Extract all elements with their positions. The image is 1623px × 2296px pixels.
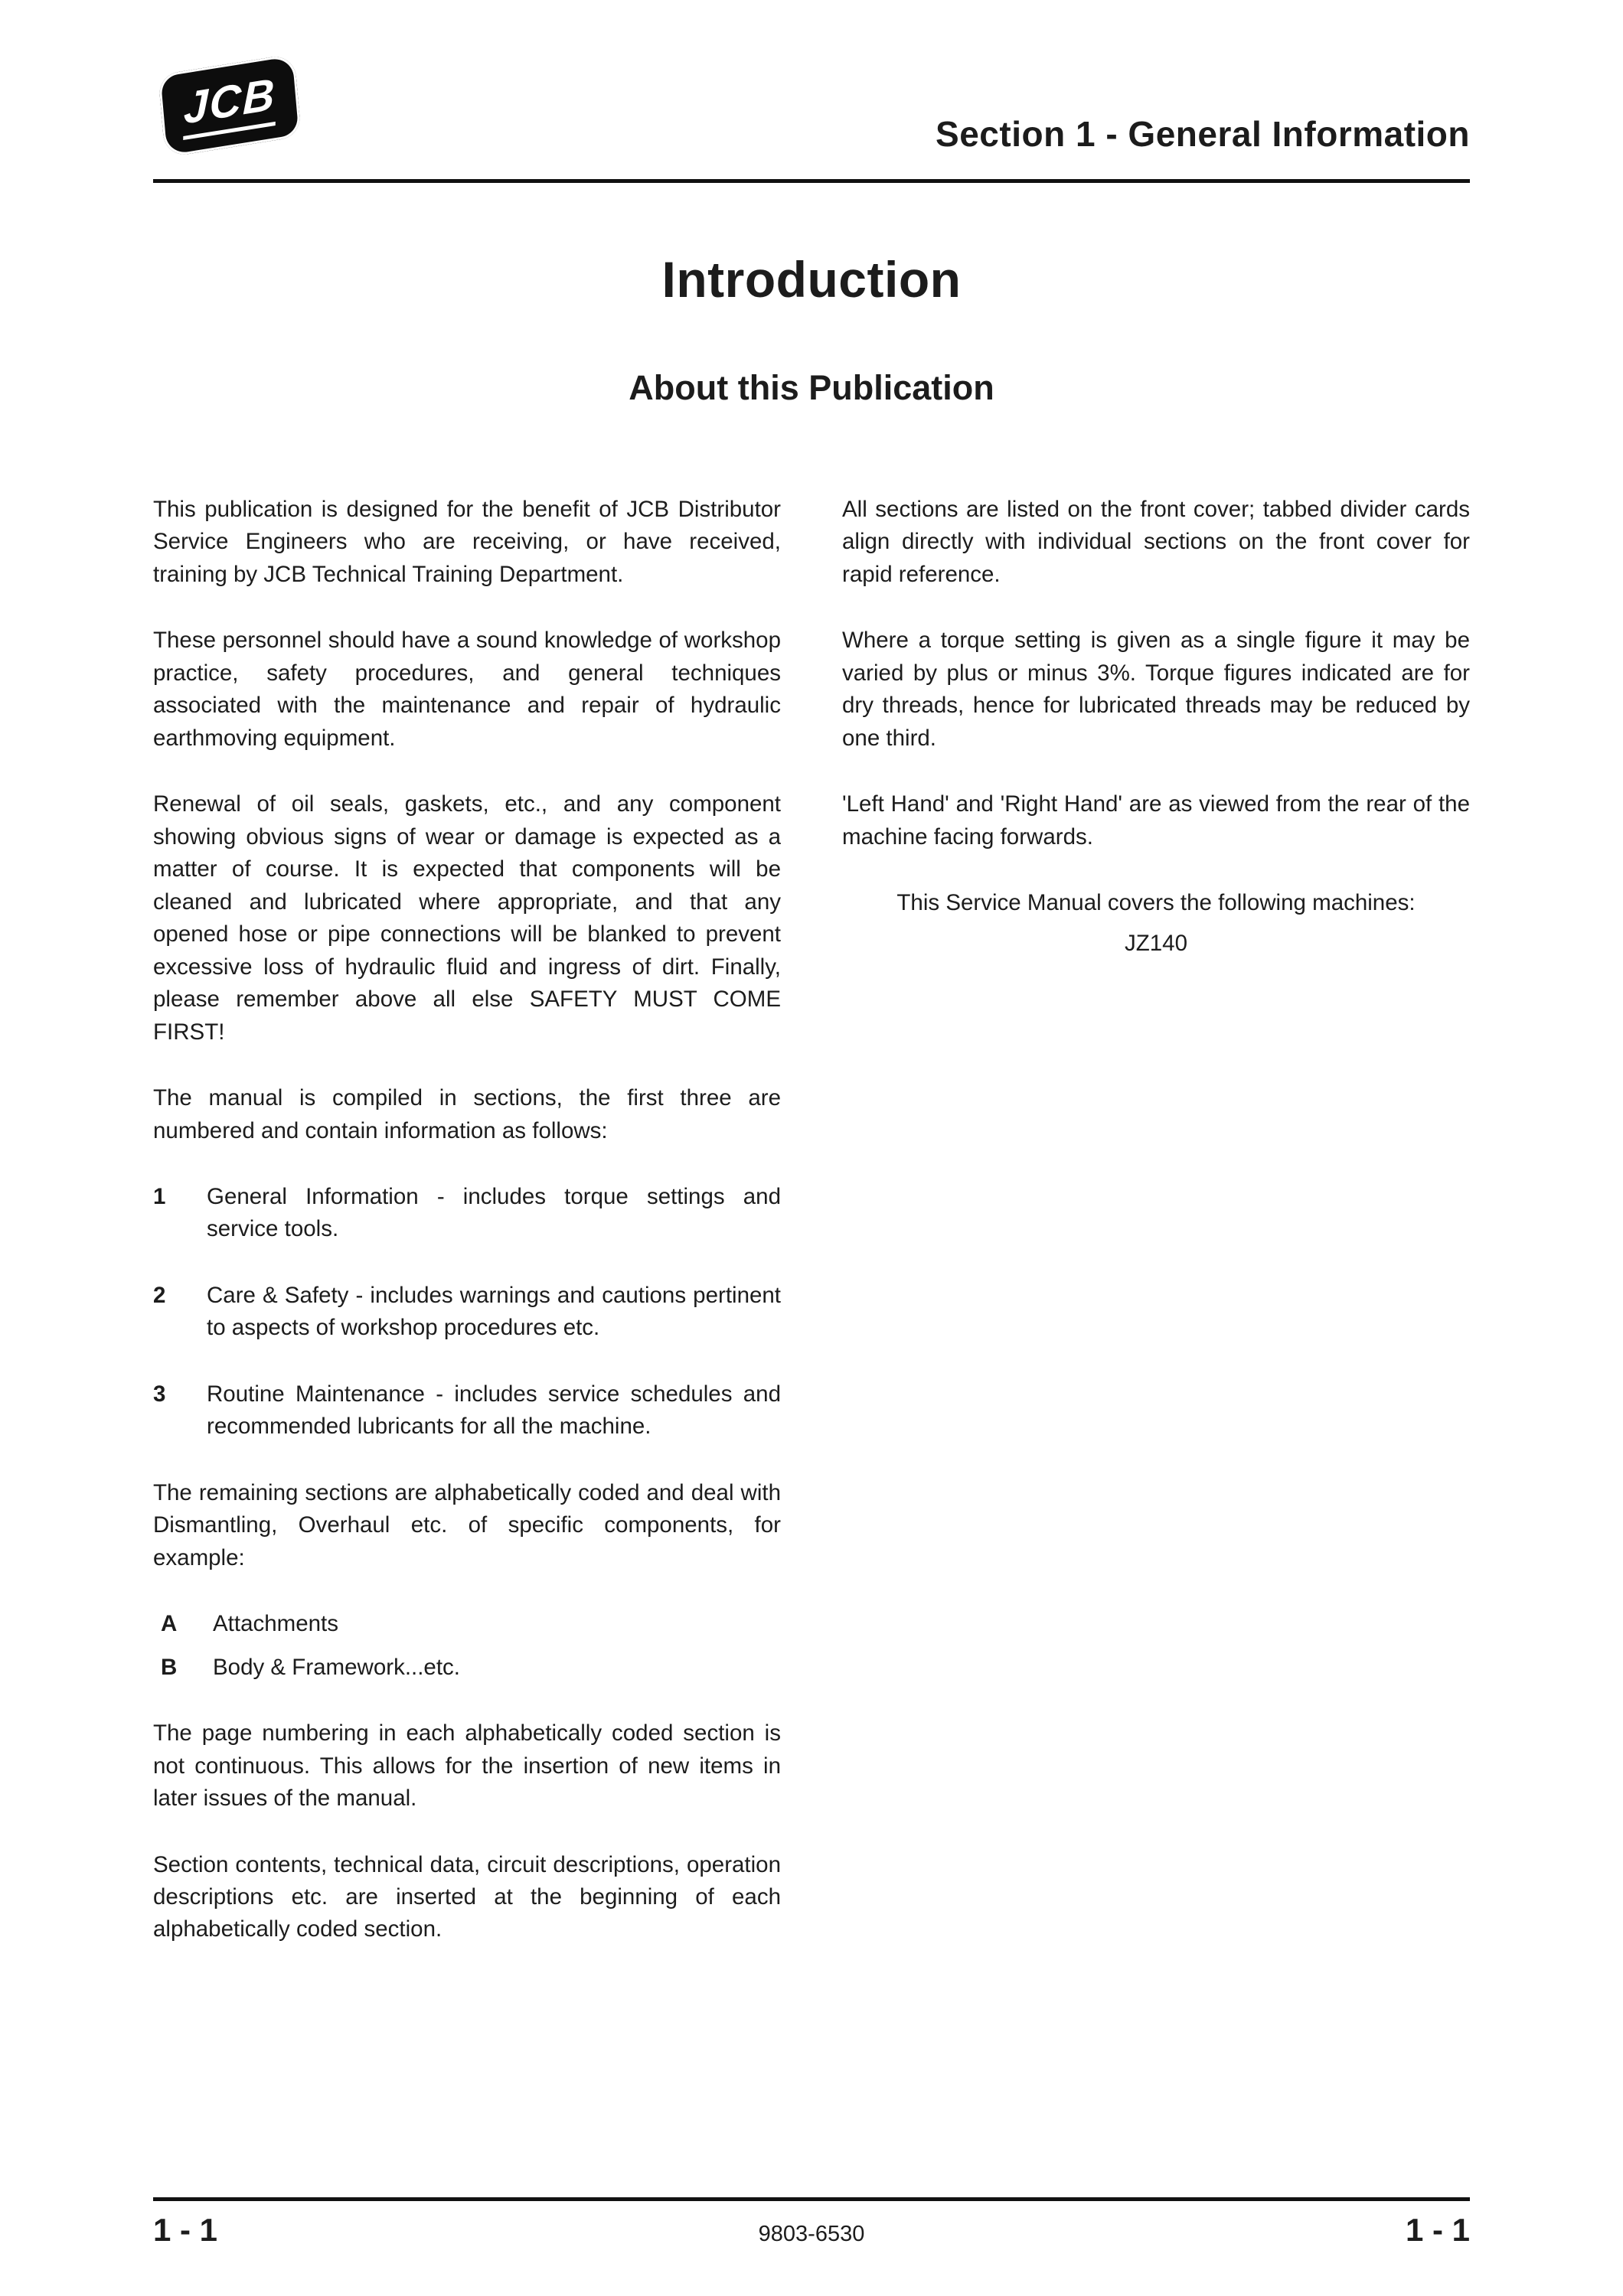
page-header: [153, 60, 1470, 183]
list-item-text: General Information - includes torque settings and service tools.: [207, 1183, 781, 1242]
paragraph: Where a torque setting is given as a single figure it may be varied by plus or minus 3%. Torque figures indicated are for dry threads, hence for lubricated threads may be reduced by one third.: [842, 628, 1470, 751]
right-column: [842, 494, 1470, 1980]
jcb-logo-text: JCB: [183, 71, 276, 139]
list-number: 1: [153, 1183, 166, 1209]
list-item-text: Care & Safety - includes warnings and cautions pertinent to aspects of workshop procedures etc.: [207, 1282, 781, 1341]
section-title: Section 1 - General Information: [936, 114, 1470, 154]
page-subtitle: About this Publication: [629, 368, 994, 407]
numbered-list-item: [153, 1181, 781, 1246]
footer-row: [153, 2212, 1470, 2249]
logo-area: [153, 60, 329, 159]
page-footer: [153, 2197, 1470, 2249]
lettered-list: [153, 1608, 781, 1684]
list-number: 2: [153, 1282, 166, 1308]
list-letter: B: [161, 1654, 178, 1680]
list-item-text: Body & Framework...etc.: [213, 1654, 460, 1680]
lettered-list-item: [153, 1652, 781, 1684]
footer-doc-number: 9803-6530: [758, 2222, 865, 2246]
page-title: Introduction: [661, 251, 962, 308]
footer-page-number-right: 1 - 1: [1405, 2212, 1470, 2248]
numbered-list-item: [153, 1378, 781, 1443]
list-item-text: Routine Maintenance - includes service schedules and recommended lubricants for all the machine.: [207, 1381, 781, 1440]
list-letter: A: [161, 1611, 178, 1637]
covers-statement: This Service Manual covers the following machines:: [896, 890, 1416, 916]
list-item-text: Attachments: [213, 1611, 338, 1637]
paragraph: Renewal of oil seals, gaskets, etc., and any component showing obvious signs of wear or damage is expected as a matter of course. It is expected that components will be cleaned and lubricated where appropriate, and that any opened hose or pipe connections will be blanked to prevent excessive loss of hydraulic fluid and ingress of dirt. Finally, please remember above all else SAFETY MUST COME FIRST!: [153, 791, 781, 1045]
numbered-list-item: [153, 1280, 781, 1345]
footer-divider: [153, 2197, 1470, 2201]
footer-page-number-left: 1 - 1: [153, 2212, 218, 2248]
paragraph: The page numbering in each alphabetically coded section is not continuous. This allows for the insertion of new items in later issues of the manual.: [153, 1720, 781, 1812]
jcb-logo: [158, 54, 301, 158]
paragraph: These personnel should have a sound knowledge of workshop practice, safety procedures, and general techniques associated with the maintenance and repair of hydraulic earthmoving equipment.: [153, 628, 781, 751]
list-number: 3: [153, 1381, 166, 1407]
paragraph: 'Left Hand' and 'Right Hand' are as viewed from the rear of the machine facing forwards.: [842, 791, 1470, 850]
machine-model: JZ140: [1125, 930, 1187, 956]
lettered-list-item: [153, 1608, 781, 1640]
paragraph: The remaining sections are alphabetically coded and deal with Dismantling, Overhaul etc. of specific components, for example:: [153, 1479, 781, 1570]
left-column: [153, 494, 781, 1980]
paragraph: This publication is designed for the benefit of JCB Distributor Service Engineers who are receiving, or have received, training by JCB Technical Training Department.: [153, 497, 781, 587]
paragraph: Section contents, technical data, circuit descriptions, operation descriptions etc. are inserted at the beginning of each alphabetically coded section.: [153, 1851, 781, 1942]
paragraph: The manual is compiled in sections, the first three are numbered and contain information as follows:: [153, 1085, 781, 1143]
paragraph: All sections are listed on the front cover; tabbed divider cards align directly with individual sections on the front cover for rapid reference.: [842, 497, 1470, 587]
body-columns: [153, 494, 1470, 1980]
